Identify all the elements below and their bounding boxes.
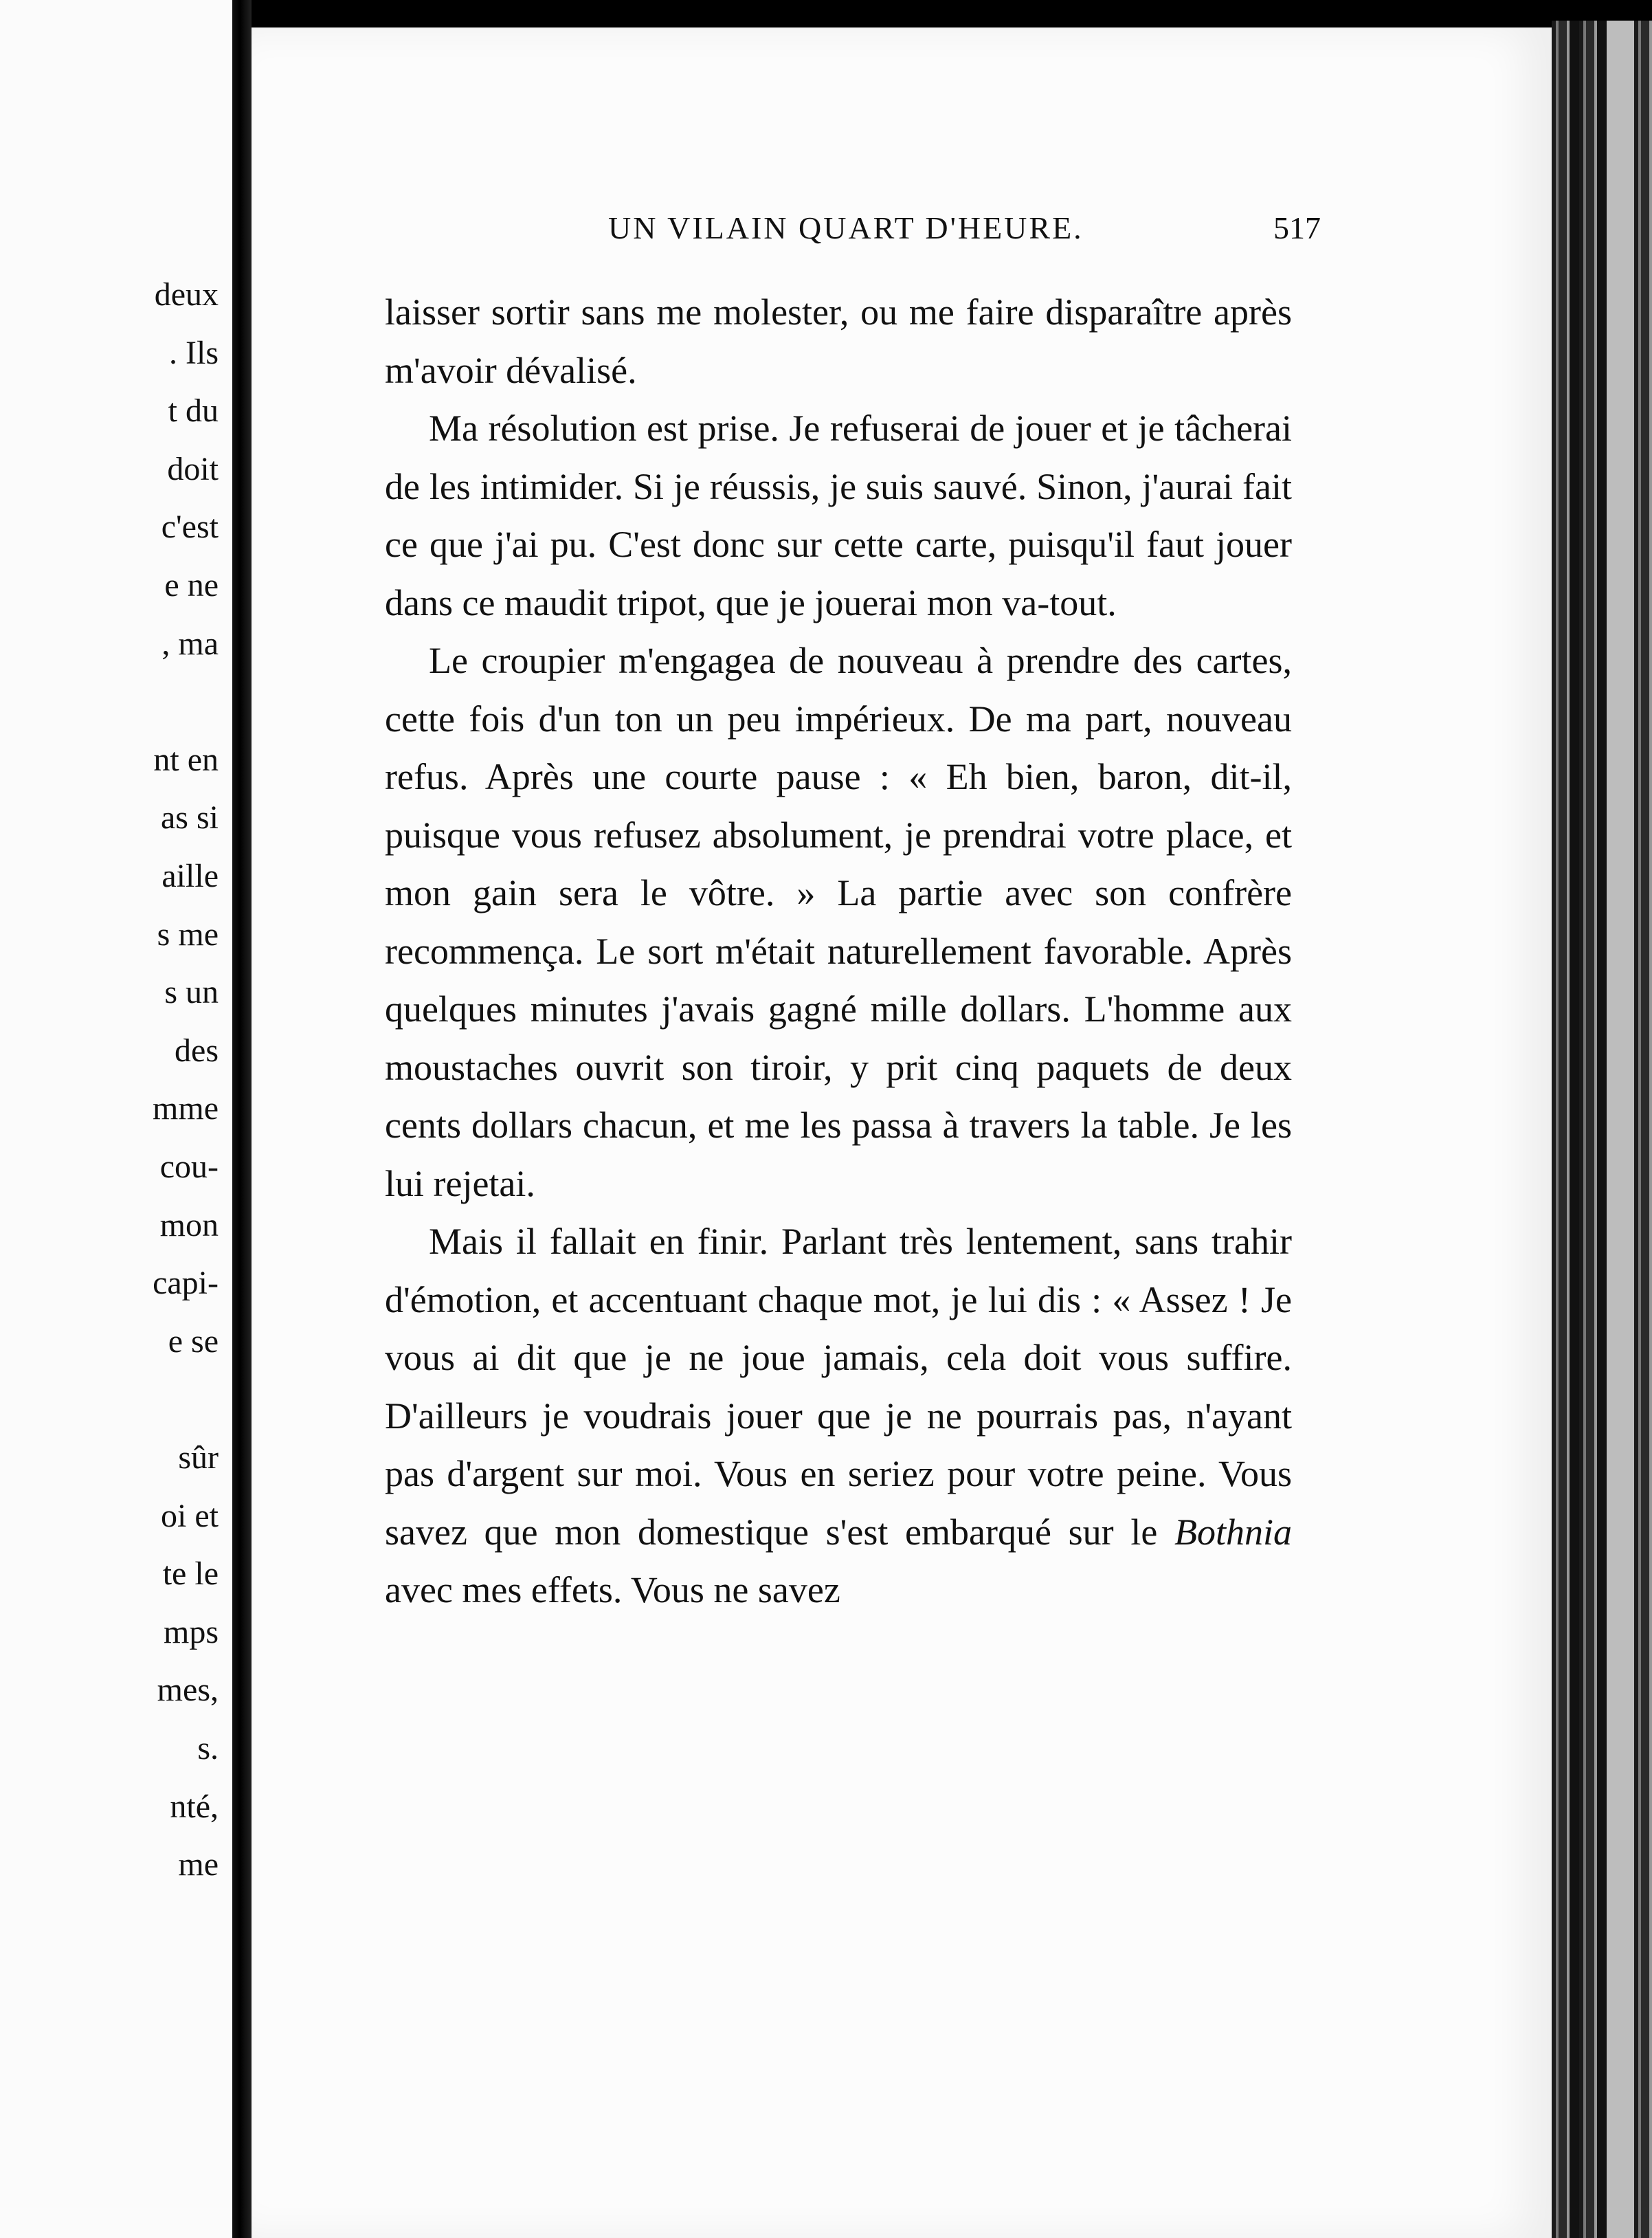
left-page-line: e se	[168, 1322, 219, 1360]
left-page-line: mes,	[157, 1672, 219, 1709]
left-page-line: te le	[162, 1555, 219, 1593]
paragraph-1: laisser sortir sans me molester, ou me faire disparaître après m'avoir dévalisé.	[385, 291, 1292, 391]
paragraph-4	[385, 1212, 1292, 1619]
left-page-line: des	[175, 1032, 219, 1069]
paragraph-2: Ma résolution est prise. Je refuserai de jouer et je tâcherai de les intimider. Si je réussis, je suis sauvé. Sinon, j'aurai fait ce que j'ai pu. C'est donc sur cette carte, puisqu'il faut jouer dans ce maudit tripot, que je jouerai mon va-tout.	[385, 408, 1292, 623]
left-page-line: sûr	[178, 1439, 219, 1476]
left-page-line: oi et	[161, 1497, 219, 1534]
paragraph-4-text-a: Mais il fallait en finir. Parlant très lentement, sans trahir d'émotion, et accentuant chaque mot, je lui dis : « Assez ! Je vous ai dit que je ne joue jamais, cela doit vous suffire. D'ailleurs je voudrais jouer que je ne pourrais pas, n'ayant pas d'argent sur moi. Vous en seriez pour votre peine. Vous savez que mon domestique s'est embarqué sur le	[385, 1221, 1292, 1553]
left-page-line: mon	[159, 1206, 219, 1243]
page-edge-highlight	[1607, 21, 1634, 2238]
previous-page-fragment	[0, 0, 232, 2238]
left-page-line: s me	[157, 916, 219, 953]
paragraph-3: Le croupier m'engagea de nouveau à prendre des cartes, cette fois d'un ton un peu impérieux. De ma part, nouveau refus. Après une courte pause : « Eh bien, baron, dit-il, puisque vous refusez absolument, je prendrai votre place, et mon gain sera le vôtre. » La partie avec son confrère recommença. Le sort m'était naturellement favorable. Après quelques minutes j'avais gagné mille dollars. L'homme aux moustaches ouvrit son tiroir, y prit cinq paquets de deux cents dollars chacun, et me les passa à travers la table. Je les lui rejetai.	[385, 640, 1292, 1204]
left-page-line: c'est	[161, 509, 219, 546]
page-edge	[1552, 21, 1652, 2238]
left-page-line: me	[178, 1846, 219, 1883]
left-page-line: mme	[153, 1090, 219, 1127]
left-page-line: aille	[161, 858, 219, 894]
left-page-line: nt en	[153, 741, 219, 778]
left-page-line: s un	[164, 974, 219, 1011]
page-body	[385, 283, 1292, 1619]
left-page-line: mps	[163, 1613, 219, 1650]
left-page-line: , ma	[161, 625, 219, 662]
ship-name: Bothnia	[1174, 1511, 1292, 1553]
page-header	[357, 210, 1321, 251]
left-page-line: t du	[168, 392, 219, 430]
left-page-line: capi-	[153, 1265, 219, 1302]
left-page-line: nté,	[170, 1788, 219, 1825]
left-page-line: s.	[197, 1730, 219, 1766]
left-page-line: e ne	[164, 567, 219, 603]
left-page-line: cou-	[159, 1149, 219, 1185]
running-title: UN VILAIN QUART D'HEURE.	[608, 210, 1084, 245]
book-gutter	[232, 0, 252, 2238]
left-page-line: . Ils	[169, 334, 219, 371]
left-page-line: deux	[154, 276, 219, 313]
paragraph-4-text-b: avec mes effets. Vous ne savez	[385, 1569, 840, 1610]
left-page-line: doit	[167, 450, 219, 487]
left-page-line: as si	[161, 799, 219, 837]
page-number: 517	[1273, 210, 1321, 245]
